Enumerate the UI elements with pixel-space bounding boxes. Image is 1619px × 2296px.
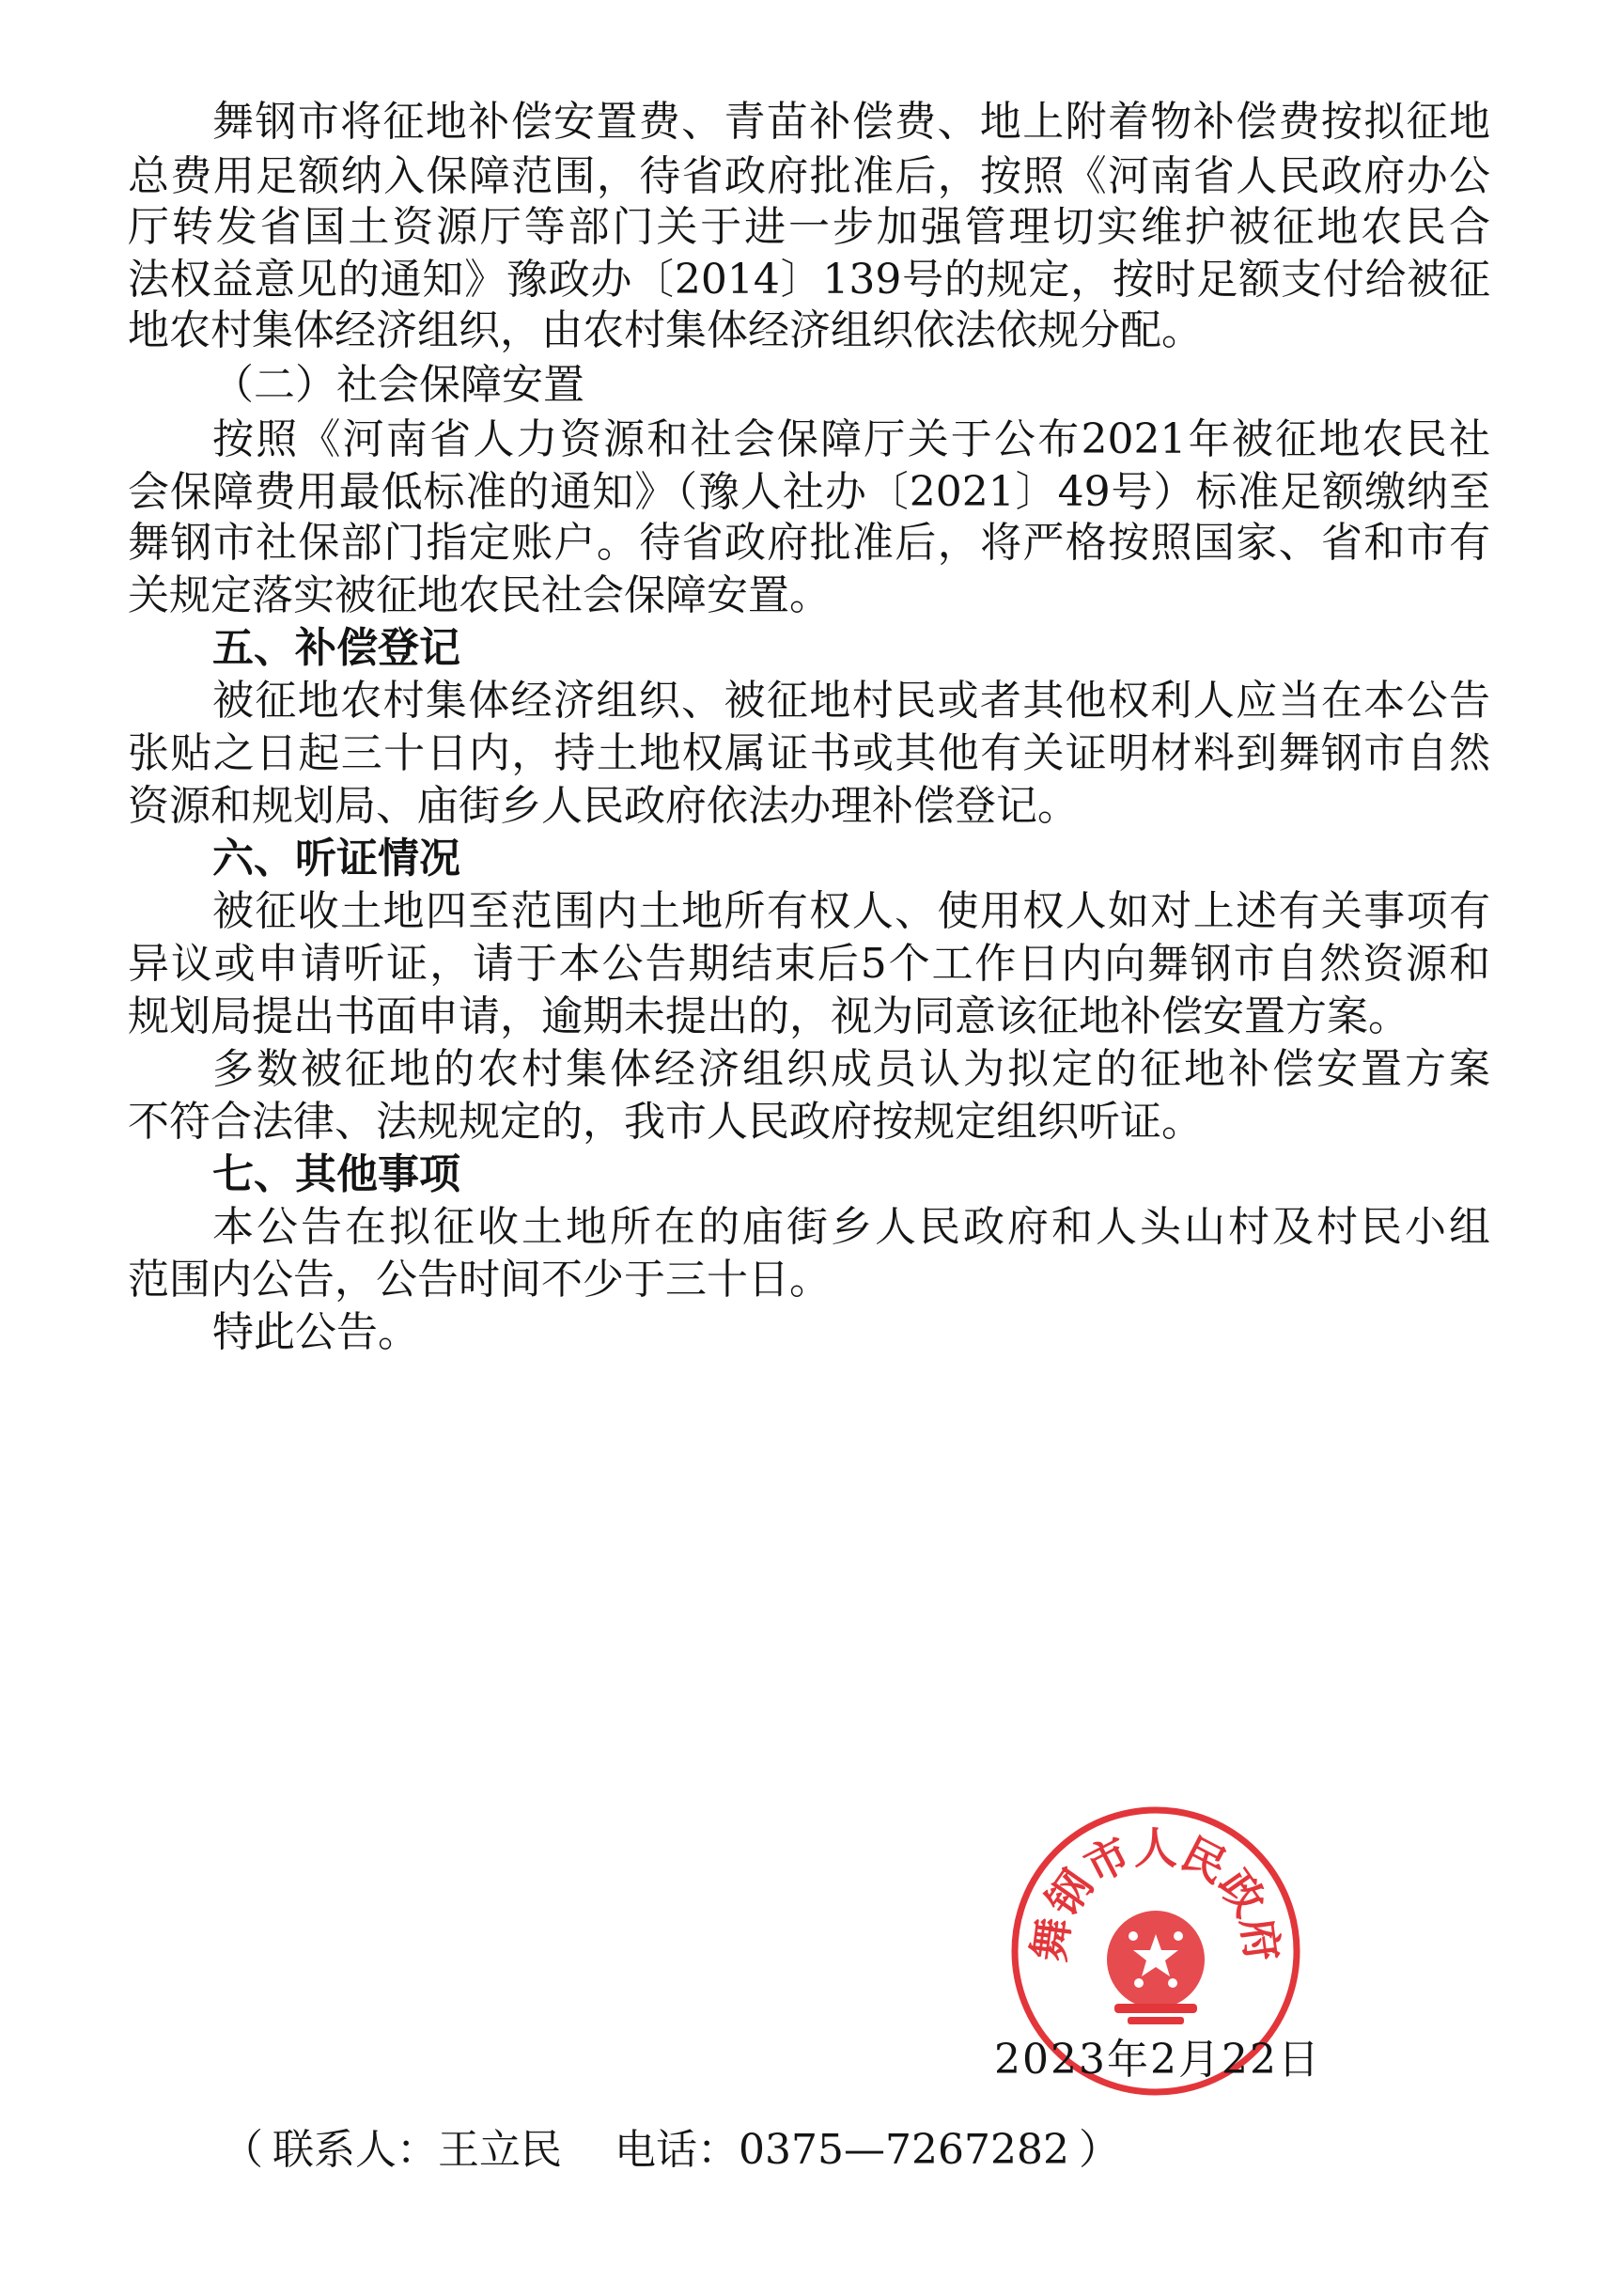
paragraph-line: 法权益意见的通知》豫政办〔2014〕139号的规定，按时足额支付给被征 xyxy=(128,256,1490,304)
emblem-icon xyxy=(1107,1911,1205,2024)
closing-text: 特此公告。 xyxy=(212,1308,419,1356)
paragraph-line: 多数被征地的农村集体经济组织成员认为拟定的征地补偿安置方案 xyxy=(212,1045,1490,1093)
seal-text: 舞钢市人民政府 xyxy=(1023,1822,1288,1965)
section-heading: 五、补偿登记 xyxy=(212,624,460,672)
section-heading: 七、其他事项 xyxy=(212,1150,460,1198)
paragraph-line: 本公告在拟征收土地所在的庙街乡人民政府和人头山村及村民小组 xyxy=(212,1203,1490,1251)
section-heading: 六、听证情况 xyxy=(212,835,460,882)
paragraph-line: 范围内公告，公告时间不少于三十日。 xyxy=(128,1256,831,1304)
contact-person: 联系人：王立民 xyxy=(272,2126,562,2174)
section-heading: （二）社会保障安置 xyxy=(212,361,584,409)
paragraph-line: 关规定落实被征地农民社会保障安置。 xyxy=(128,571,831,619)
paragraph-line: 地农村集体经济组织，由农村集体经济组织依法依规分配。 xyxy=(128,306,1203,354)
paragraph-line: 舞钢市将征地补偿安置费、青苗补偿费、地上附着物补偿费按拟征地 xyxy=(212,98,1490,146)
paragraph-line: 厅转发省国土资源厅等部门关于进一步加强管理切实维护被征地农民合 xyxy=(128,203,1490,251)
paragraph-line: 张贴之日起三十日内，持土地权属证书或其他有关证明材料到舞钢市自然 xyxy=(128,729,1490,777)
paragraph-line: 规划局提出书面申请，逾期未提出的，视为同意该征地补偿安置方案。 xyxy=(128,992,1409,1040)
paragraph-line: 被征地农村集体经济组织、被征地村民或者其他权利人应当在本公告 xyxy=(212,677,1490,725)
paragraph-line: 被征收土地四至范围内土地所有权人、使用权人如对上述有关事项有 xyxy=(212,887,1490,935)
paragraph-line: 总费用足额纳入保障范围，待省政府批准后，按照《河南省人民政府办公 xyxy=(128,152,1490,200)
contact-open-paren: （ xyxy=(222,2126,263,2174)
paragraph-line: 舞钢市社保部门指定账户。待省政府批准后，将严格按照国家、省和市有 xyxy=(128,519,1490,567)
paragraph-line: 不符合法律、法规规定的，我市人民政府按规定组织听证。 xyxy=(128,1098,1203,1146)
contact-phone: 电话：0375—7267282 xyxy=(615,2126,1069,2174)
contact-info xyxy=(222,2124,1129,2177)
paragraph-line: 资源和规划局、庙街乡人民政府依法办理补偿登记。 xyxy=(128,782,1079,830)
paragraph-line: 会保障费用最低标准的通知》（豫人社办〔2021〕49号）标准足额缴纳至 xyxy=(128,468,1490,516)
issue-date: 2023年2月22日 xyxy=(994,2036,1321,2084)
paragraph-line: 按照《河南省人力资源和社会保障厅关于公布2021年被征地农民社 xyxy=(212,415,1490,463)
contact-close-paren: ） xyxy=(1078,2126,1120,2174)
paragraph-line: 异议或申请听证，请于本公告期结束后5个工作日内向舞钢市自然资源和 xyxy=(128,940,1490,988)
